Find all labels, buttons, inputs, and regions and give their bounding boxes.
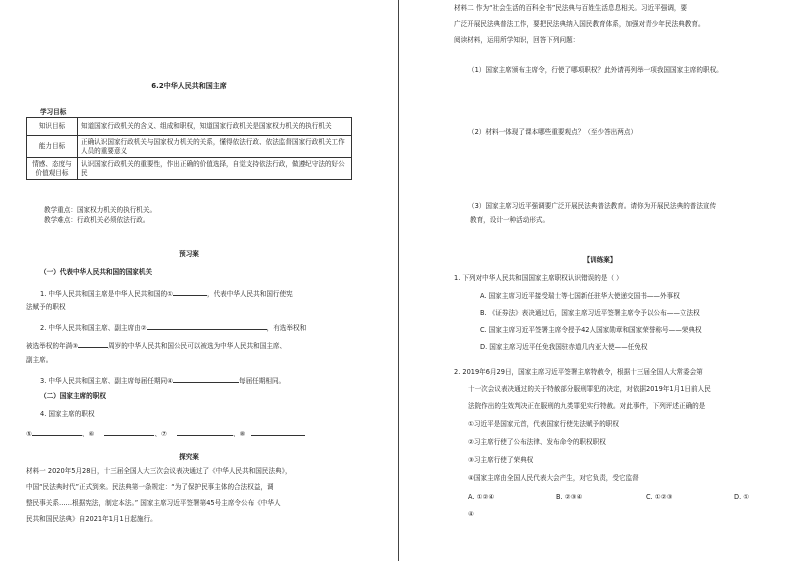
material-2-line1: 材料二 作为“社会生活的百科全书”民法典与百姓生活息息相关。习近平强调，要 xyxy=(454,4,688,12)
q3-text-b: 每届任期相同。 xyxy=(239,377,286,385)
training-q2-option-d: D. ① xyxy=(734,493,750,501)
right-question-1: （1）国家主席颁布主席令，行使了哪项职权？此外请再列举一项我国国家主席的职权。 xyxy=(468,66,723,74)
right-question-3-line2: 教育，设计一种活动形式。 xyxy=(470,216,550,224)
question-2-line2 xyxy=(26,340,286,351)
difficult-point: 教学难点：行政机关必须依法行政。 xyxy=(44,216,150,224)
key-point: 教学重点：国家权力机关的执行机关。 xyxy=(44,206,157,214)
training-q2-option-c: C. ①②③ xyxy=(646,493,673,501)
training-q2-line3: 法院作出的生效判决正在服刑的九类罪犯实行特赦。对此事件，下列评述正确的是 xyxy=(468,402,706,410)
training-q1-option-c: C. 国家主席习近平签署主席令授予42人国家勋章和国家荣誉称号——荣典权 xyxy=(480,326,702,334)
material-1-line3: 整民事关系……根据宪法，制定本法。” 国家主席习近平签署第45号主席令公布《中华人 xyxy=(26,499,281,507)
material-1-line4: 民共和国民法典》自2021年1月1日起施行。 xyxy=(26,515,157,523)
material-1-line2: 中国“民法典时代”正式到来。民法典第一条规定：“为了保护民事主体的合法权益，调 xyxy=(26,483,274,491)
material-2-line2: 广泛开展民法典普法工作，要把民法典纳入国民教育体系，加强对青少年民法典教育。 xyxy=(454,20,705,28)
training-q1-option-a: A. 国家主席习近平接受瑞士等七国新任驻华大使递交国书——外事权 xyxy=(480,292,680,300)
question-3-line xyxy=(40,375,285,386)
goal-label-attitude: 情感、态度与价值观目标 xyxy=(27,158,78,180)
question-1-line1 xyxy=(40,288,293,299)
blank-4[interactable] xyxy=(173,375,239,383)
training-q2-item-3: ③习主席行使了荣典权 xyxy=(468,456,534,464)
q2-text-d: 周岁的中华人民共和国公民可以被选为中华人民共和国主席、 xyxy=(108,342,287,350)
q1-text-a: 1. 中华人民共和国主席是中华人民共和国的① xyxy=(40,290,173,298)
blank-3[interactable] xyxy=(78,340,108,348)
training-q1-option-d: D. 国家主席习近平任免我国驻赤道几内亚大使——任免权 xyxy=(480,343,648,351)
section1-heading: （一）代表中华人民共和国的国家机关 xyxy=(40,268,153,276)
blank-6[interactable] xyxy=(104,428,154,436)
goal-text-knowledge: 知道国家行政机关的含义、组成和职权，知道国家行政机关是国家权力机关的执行机关 xyxy=(78,118,352,136)
q2-text-a: 2. 中华人民共和国主席、副主席由② xyxy=(40,324,147,332)
material-2-line3: 阅读材料，运用所学知识，回答下列问题： xyxy=(454,36,580,44)
training-q1-option-b: B. 《证券法》表决通过后，国家主席习近平签署主席令予以公布——立法权 xyxy=(480,309,700,317)
goal-label-knowledge: 知识目标 xyxy=(27,118,78,136)
marker-7: 、⑦ xyxy=(154,430,167,438)
training-q2-line1: 2. 2019年6月29日，国家主席习近平签署主席特赦令，根据十三届全国人大常委会第 xyxy=(454,368,703,376)
right-question-2: （2）材料一体现了课本哪些重要观点？（至少答出两点） xyxy=(468,128,638,136)
blank-1[interactable] xyxy=(173,288,207,296)
section2-heading: （二）国家主席的职权 xyxy=(40,392,106,400)
training-q2-line2: 十一次会议表决通过的关于特赦部分服刑罪犯的决定，对依据2019年1月1日前人民 xyxy=(468,385,711,393)
q1-text-b: ，代表中华人民共和国行使宪 xyxy=(207,290,293,298)
explore-heading: 探究案 xyxy=(179,453,199,461)
goals-heading: 学习目标 xyxy=(40,108,67,116)
training-heading: 【训练案】 xyxy=(583,256,617,264)
training-q1-stem: 1. 下列对中华人民共和国国家主席职权认识错误的是（ ） xyxy=(454,274,623,282)
learning-goals-table xyxy=(26,117,352,180)
blank-2[interactable] xyxy=(147,322,267,330)
right-question-3-line1: （3）国家主席习近平强调要广泛开展民法典普法教育。请你为开展民法典的普法宣传 xyxy=(468,202,717,210)
training-q2-option-a: A. ①②④ xyxy=(468,493,495,501)
goal-label-ability: 能力目标 xyxy=(27,136,78,158)
goal-text-attitude: 认识国家行政机关的重要性，作出正确的价值选择，自觉支持依法行政，做遵纪守法的好公民 xyxy=(78,158,352,180)
goal-text-ability: 正确认识国家行政机关与国家权力机关的关系，懂得依法行政、依法监督国家行政机关工作人员的重要意义 xyxy=(78,136,352,158)
blank-5[interactable] xyxy=(32,428,82,436)
training-q2-item-2: ②习主席行使了公布法律、发布命令的职权职权 xyxy=(468,438,606,446)
q2-text-b: ，有选举权和 xyxy=(266,324,307,332)
q3-text-a: 3. 中华人民共和国主席、副主席每届任期同④ xyxy=(40,377,173,385)
training-q2-item-1: ①习近平是国家元首，代表国家行使先法赋予的职权 xyxy=(468,420,619,428)
question-4-blanks xyxy=(26,428,305,439)
material-1-line1: 材料一 2020年5月28日，十三届全国人大三次会议表决通过了《中华人民共和国民法典》， xyxy=(26,467,292,475)
preview-heading: 预习案 xyxy=(179,250,199,258)
q1-text-c: 法赋予的职权 xyxy=(26,303,66,311)
marker-5: ⑤ xyxy=(26,430,32,438)
blank-7[interactable] xyxy=(177,428,233,436)
q2-text-c: 被选举权的年满③ xyxy=(26,342,79,350)
training-q2-item-4: ④国家主席由全国人民代表大会产生，对它负责，受它监督 xyxy=(468,474,639,482)
question-4: 4. 国家主席的职权 xyxy=(40,410,95,418)
blank-8[interactable] xyxy=(251,428,305,436)
page-title: 6.2中华人民共和国主席 xyxy=(151,82,227,90)
question-2-line1 xyxy=(40,322,306,333)
marker-8: 、⑧ xyxy=(232,430,246,438)
training-q2-option-b: B. ②③④ xyxy=(556,493,583,501)
column-divider xyxy=(398,0,399,561)
q2-text-e: 副主席。 xyxy=(26,356,53,364)
training-q2-option-d-tail: ④ xyxy=(468,510,474,518)
marker-6: 、⑥ xyxy=(81,430,95,438)
